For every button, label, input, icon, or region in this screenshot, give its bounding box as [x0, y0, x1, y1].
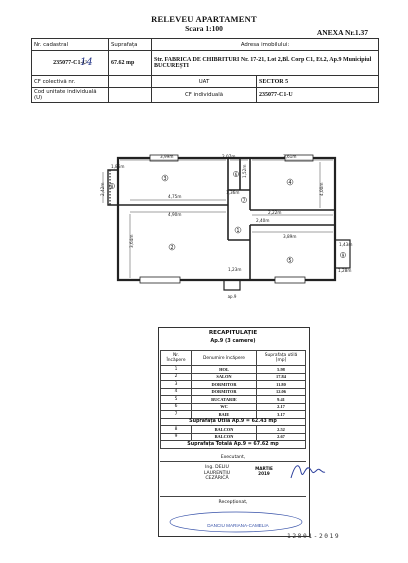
- dim-11: 3,64m: [129, 234, 134, 248]
- room-8-number: 8: [110, 184, 114, 189]
- entry-step: [224, 280, 240, 290]
- address-header: Adresa imobilului:: [152, 39, 379, 51]
- dim-15: 1,52m: [242, 164, 247, 178]
- col-nr-header: Nr. Încăpere: [161, 351, 192, 366]
- unit-code-label: Cod unitate individuală (U): [32, 88, 109, 103]
- document-scale: Scara 1:100: [185, 24, 223, 33]
- receipt-stamp: [166, 510, 306, 534]
- stamp-text: DANCIU MARIANA-CAMELIA: [207, 523, 269, 528]
- table-row: 3 DORMITOR 11.80: [161, 381, 306, 389]
- cf-collective-label: CF colectivă nr.: [32, 76, 109, 88]
- document-title: RELEVEU APARTAMENT: [151, 14, 257, 24]
- executed-label: Executant,: [220, 455, 246, 460]
- registration-number: 12801-2019: [287, 533, 341, 540]
- dim-13: 1,43m: [339, 242, 353, 247]
- engineer-signature: [287, 458, 327, 484]
- room-1-number: 1: [236, 228, 240, 234]
- dim-8: 2,22m: [268, 210, 282, 215]
- recap-title: RECAPITULAȚIE: [208, 330, 258, 336]
- dim-4: 1,86m: [111, 164, 125, 169]
- received-label: Recepționat,: [218, 500, 248, 505]
- entry-label: ap.9: [227, 294, 237, 299]
- cf-individual-value: 235077-C1-U: [257, 88, 379, 103]
- dim-5: 1,36m: [226, 190, 240, 195]
- room-2-number: 2: [170, 245, 174, 251]
- dim-3: 3,61m: [283, 154, 297, 159]
- col-name-header: Denumire încăpere: [192, 351, 257, 366]
- annex-number: ANEXA Nr.1.37: [316, 28, 368, 37]
- cadastral-header: Nr. cadastral: [32, 39, 109, 51]
- table-row: 7 BAIE 3.17: [161, 411, 306, 419]
- recap-table: [160, 350, 306, 449]
- room-6-number: 6: [234, 172, 238, 177]
- room-4-number: 4: [288, 180, 292, 186]
- table-row: 6 WC 2.17: [161, 403, 306, 411]
- recap-subtitle: Ap.9 (3 camere): [210, 338, 256, 344]
- table-row: 1 HOL 5.98: [161, 366, 306, 374]
- uat-value: SECTOR 5: [257, 76, 379, 88]
- room-3-number: 3: [163, 176, 167, 182]
- table-row: 8 BALCON 2.52: [161, 426, 306, 434]
- engineer-name: Ing. DELIU LAURENȚIU CEZĂRICĂ: [203, 465, 231, 482]
- room-5-number: 5: [288, 258, 292, 264]
- dim-12: 4,00m: [319, 182, 324, 196]
- total-area: Suprafața Totală Ap.9 = 67.62 mp: [161, 441, 306, 449]
- room-7-number: 7: [242, 198, 246, 203]
- table-row: 5 BUCATARIE 9.41: [161, 396, 306, 404]
- table-row: 2 SALON 17.84: [161, 373, 306, 381]
- useful-area-total: Suprafața Utilă Ap.9 = 62.43 mp: [161, 418, 306, 426]
- address-value: Str. FABRICA DE CHIBRITURI Nr. 17-21, Lot 2,Bl. Corp C1, Et.2, Ap.9 Municipiul BUCUREȘTI: [152, 51, 379, 76]
- dim-16: 2,42m: [100, 182, 105, 196]
- uat-label: UAT: [152, 76, 257, 88]
- dim-2: 2,07m: [222, 154, 236, 159]
- table-row: 9 BALCON 2.67: [161, 433, 306, 441]
- col-area-header: Suprafața utilă [mp]: [257, 351, 306, 366]
- surface-header: Suprafața: [109, 39, 152, 51]
- dim-7: 4,90m: [168, 212, 182, 217]
- dim-14: 1,23m: [228, 267, 242, 272]
- dim-6: 4,75m: [168, 194, 182, 199]
- surface-value: 67.62 mp: [109, 51, 152, 76]
- dim-10: 3,89m: [283, 234, 297, 239]
- dim-17: 1,28m: [338, 268, 352, 273]
- document-date: MARTIE 2019: [255, 466, 273, 477]
- room-9-number: 9: [341, 253, 345, 258]
- cadastral-value: 235077-C1-U: [32, 51, 109, 76]
- dim-1: 3,99m: [160, 154, 174, 159]
- cf-individual-label: CF individuală: [152, 88, 257, 103]
- outer-wall: [118, 158, 335, 280]
- handwritten-lot-number: 14: [80, 57, 93, 68]
- table-row: 4 DORMITOR 12.06: [161, 388, 306, 396]
- dim-9: 2,40m: [256, 218, 270, 223]
